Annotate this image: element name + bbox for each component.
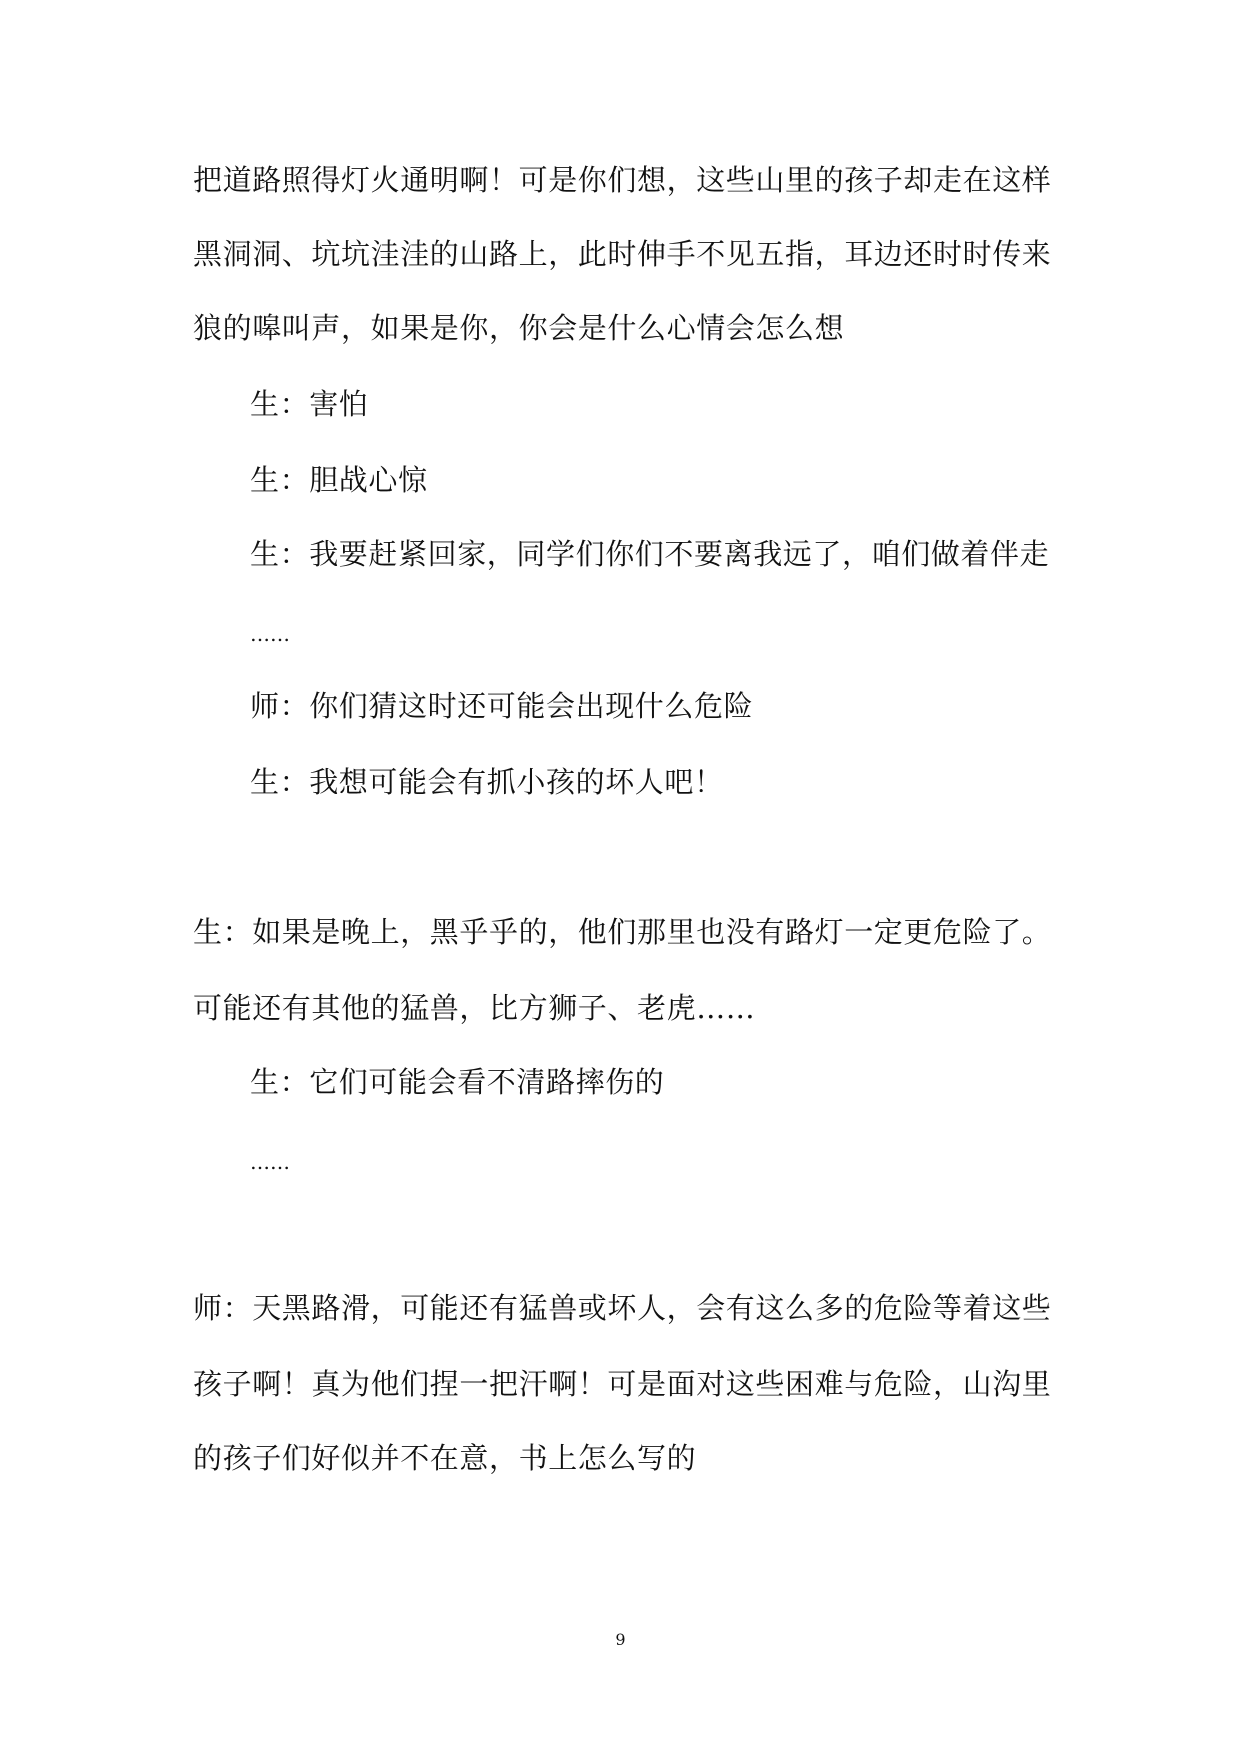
dialogue-line: 生：我要赶紧回家，同学们你们不要离我远了，咱们做着伴走 <box>250 537 1050 571</box>
paragraph-line: 把道路照得灯火通明啊！可是你们想，这些山里的孩子却走在这样 <box>193 163 1052 197</box>
paragraph-line: 的孩子们好似并不在意，书上怎么写的 <box>193 1441 697 1475</box>
dialogue-line: 生：如果是晚上，黑乎乎的，他们那里也没有路灯一定更危险了。 <box>193 915 1052 949</box>
paragraph-line: 狼的嗥叫声，如果是你，你会是什么心情会怎么想 <box>193 311 845 345</box>
dialogue-line: 生：胆战心惊 <box>250 463 428 497</box>
paragraph-line: 孩子啊！真为他们捏一把汗啊！可是面对这些困难与危险，山沟里 <box>193 1367 1052 1401</box>
paragraph-line: 可能还有其他的猛兽，比方狮子、老虎…… <box>193 991 756 1025</box>
ellipsis-line: …… <box>250 622 290 646</box>
dialogue-line: 生：害怕 <box>250 387 369 421</box>
ellipsis-line: …… <box>250 1150 290 1174</box>
paragraph-line: 黑洞洞、坑坑洼洼的山路上，此时伸手不见五指，耳边还时时传来 <box>193 237 1052 271</box>
dialogue-line: 师：天黑路滑，可能还有猛兽或坏人，会有这么多的危险等着这些 <box>193 1291 1052 1325</box>
dialogue-line: 师：你们猜这时还可能会出现什么危险 <box>250 689 754 723</box>
dialogue-line: 生：它们可能会看不清路摔伤的 <box>250 1065 665 1099</box>
dialogue-line: 生：我想可能会有抓小孩的坏人吧！ <box>250 765 724 799</box>
page-number: 9 <box>615 1630 626 1649</box>
